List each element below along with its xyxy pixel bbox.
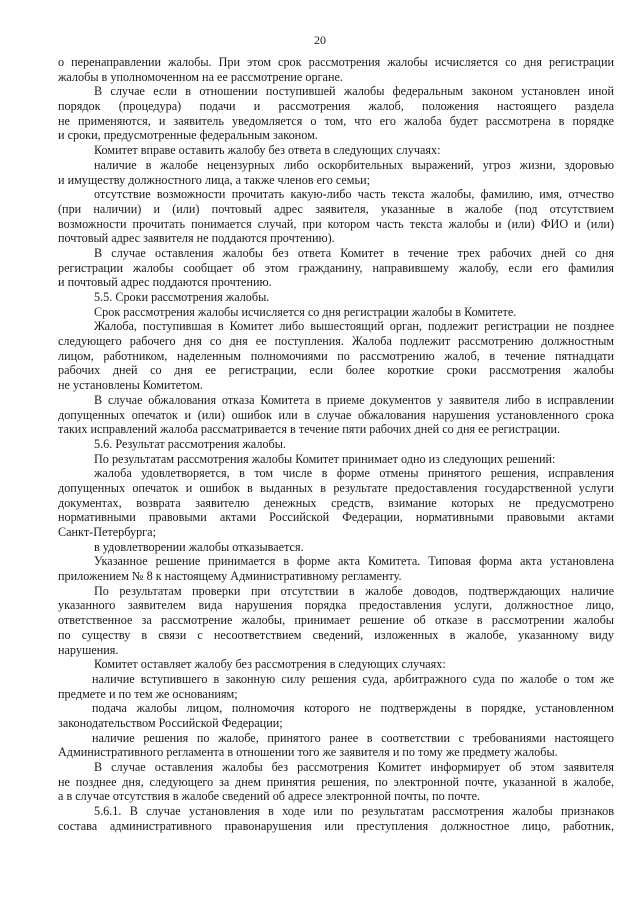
document-body xyxy=(58,55,614,833)
text-line: допущенных опечаток и (или) ошибок или в случае обжалования нарушения установленного срока xyxy=(58,407,614,422)
text-line: следующего рабочего дня со дня ее поступления. Жалоба подлежит рассмотрению должностным xyxy=(58,334,614,349)
text-line: возможности прочитать понимается случай, при котором часть текста жалобы и (или) ФИО и (или) xyxy=(58,216,614,231)
text-line: рабочих дней со дня ее регистрации, если более короткие сроки рассмотрения жалобы xyxy=(58,363,614,378)
text-line: наличие вступившего в законную силу решения суда, арбитражного суда по жалобе о том же xyxy=(92,671,614,686)
text-line: не позднее дня, следующего за днем принятия решения, по электронной почте, указанной в жалобе, xyxy=(58,774,614,789)
text-line: лицом, работником, наделенным полномочиями по рассмотрению жалоб, в течение пятнадцати xyxy=(58,348,614,363)
text-line: 5.5. Сроки рассмотрения жалобы. xyxy=(94,290,270,304)
page-number: 20 xyxy=(314,33,326,47)
text-line: приложением № 8 к настоящему Административному регламенту. xyxy=(58,569,402,584)
text-line: а в случае отсутствия в жалобе сведений об адресе электронной почты, по почте. xyxy=(58,789,481,804)
text-line: Срок рассмотрения жалобы исчисляется со дня регистрации жалобы в Комитете. xyxy=(94,304,517,319)
text-line: законодательством Российской Федерации; xyxy=(58,715,283,730)
text-line: жалоба удовлетворяется, в том числе в форме отмены принятого решения, исправления xyxy=(94,466,614,481)
text-line: 5.6.1. В случае установления в ходе или по результатам рассмотрения жалобы признаков xyxy=(94,804,614,819)
text-line: предмете и по тем же основаниям; xyxy=(58,686,238,701)
text-line: документах, возврата заявителю денежных средств, взимание которых не предусмотрено xyxy=(58,495,614,510)
text-line: Административного регламента в отношении того же заявителя и по тому же предмету жалобы. xyxy=(58,745,558,760)
text-line: не установлены Комитетом. xyxy=(58,378,203,393)
text-line: В случае если в отношении поступившей жалобы федеральным законом установлен иной xyxy=(94,84,614,99)
text-line: в удовлетворении жалобы отказывается. xyxy=(94,539,304,554)
text-line: порядок (процедура) подачи и рассмотрения жалоб, положения настоящего раздела xyxy=(58,99,614,114)
text-line: наличие решения по жалобе, принятого ранее в соответствии с требованиями настоящего xyxy=(92,730,614,745)
text-line: нарушения. xyxy=(58,642,119,657)
text-line: таких исправлений жалоба рассматривается в течение пяти рабочих дней со дня ее регистрации. xyxy=(58,422,561,437)
text-line: Комитет вправе оставить жалобу без ответа в следующих случаях: xyxy=(94,143,441,158)
text-line: наличие в жалобе нецензурных либо оскорбительных выражений, угроз жизни, здоровью xyxy=(94,157,614,172)
text-line: ответственное за рассмотрение жалобы, принимает решение об отказе в рассмотрении жалобы xyxy=(58,613,614,628)
text-line: В случае обжалования отказа Комитета в приеме документов у заявителя либо в исправлении xyxy=(94,392,614,407)
text-line: В случае оставления жалобы без рассмотрения Комитет информирует об этом заявителя xyxy=(94,760,614,774)
text-line: о перенаправлении жалобы. При этом срок рассмотрения жалобы исчисляется со дня регистрации xyxy=(58,55,614,69)
text-line: и сроки, предусмотренные федеральным законом. xyxy=(58,128,318,143)
text-line: По результатам рассмотрения жалобы Комитет принимает одно из следующих решений: xyxy=(94,451,556,466)
text-line: не применяются, и заявитель уведомляется о том, что его жалоба будет рассмотрена в порядке xyxy=(58,113,614,128)
text-line: почтовый адрес заявителя не поддаются прочтению). xyxy=(58,231,335,246)
text-line: и имуществу должностного лица, а также членов его семьи; xyxy=(58,172,370,187)
text-line: подача жалобы лицом, полномочия которого не подтверждены в порядке, установленном xyxy=(92,701,614,716)
text-line: допущенных опечаток и ошибок в выданных в результате предоставления государственной услуги xyxy=(58,480,614,495)
text-line: и почтовый адрес поддаются прочтению. xyxy=(58,275,272,290)
text-line: жалобы в уполномоченном на ее рассмотрение органе. xyxy=(58,69,343,84)
text-line: Указанное решение принимается в форме акта Комитета. Типовая форма акта установлена xyxy=(94,554,614,569)
text-line: Жалоба, поступившая в Комитет либо вышестоящий орган, подлежит регистрации не позднее xyxy=(94,319,614,334)
text-line: (при наличии) и (или) почтовый адрес заявителя, указанные в жалобе (под отсутствием xyxy=(58,201,614,216)
text-line: состава административного правонарушения или преступления должностное лицо, работник, xyxy=(58,818,614,833)
text-line: нормативными правовыми актами Российской Федерации, нормативными правовыми актами xyxy=(58,510,614,525)
text-line: отсутствие возможности прочитать какую-либо часть текста жалобы, фамилию, имя, отчество xyxy=(94,187,614,202)
text-line: По результатам проверки при отсутствии в жалобе доводов, подтверждающих наличие xyxy=(94,583,614,598)
text-line: Санкт-Петербурга; xyxy=(58,525,156,539)
text-line: 5.6. Результат рассмотрения жалобы. xyxy=(94,436,286,451)
text-line: регистрации жалобы сообщает об этом гражданину, направившему жалобу, если его фамилия xyxy=(58,260,614,275)
text-line: В случае оставления жалобы без ответа Комитет в течение трех рабочих дней со дня xyxy=(94,245,614,260)
text-line: Комитет оставляет жалобу без рассмотрения в следующих случаях: xyxy=(94,657,446,672)
text-line: по существу в связи с несоответствием сведений, изложенных в жалобе, указанному виду xyxy=(58,627,614,642)
text-line: указанного заявителем вида нарушения порядка предоставления услуги, должностное лицо, xyxy=(58,598,614,613)
